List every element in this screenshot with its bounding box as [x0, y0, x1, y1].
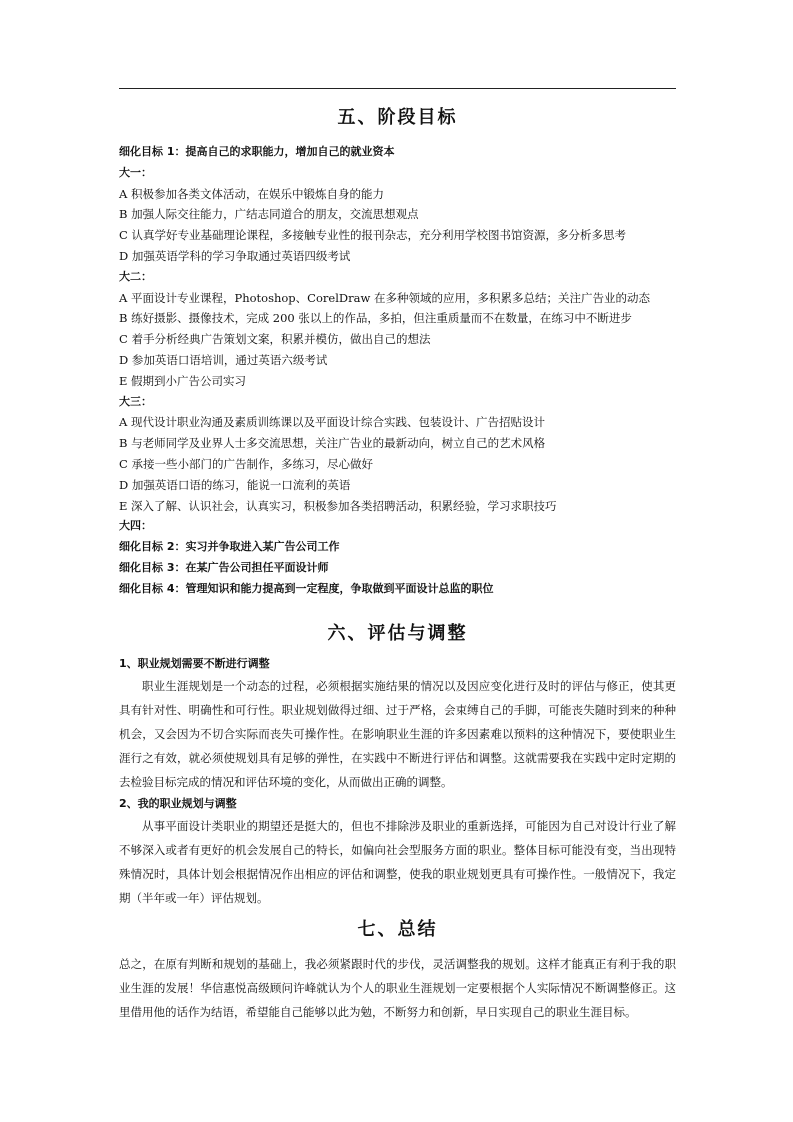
goal-4: 细化目标 4：管理知识和能力提高到一定程度，争取做到平面设计总监的职位 — [119, 581, 494, 595]
section-title-evaluation: 六、评估与调整 — [327, 622, 468, 644]
goal-2: 细化目标 2：实习并争取进入某广告公司工作 — [119, 540, 340, 554]
subheading-2: 2、我的职业规划与调整 — [119, 796, 237, 810]
list-item: B 练好摄影、摄像技术，完成 200 张以上的作品，多拍，但注重质量而不在数量，在练习中不断进步 — [119, 311, 632, 326]
list-item: A 平面设计专业课程，Photoshop、CorelDraw 在多种领域的应用，多积累多总结；关注广告业的动态 — [119, 290, 650, 305]
subheading-1: 1、职业规划需要不断进行调整 — [119, 656, 270, 670]
header-rule — [119, 88, 676, 89]
paragraph-summary: 总之，在原有判断和规划的基础上，我必须紧跟时代的步伐，灵活调整我的规划。这样才能真正有利于我的职业生涯的发展！华信惠悦高级顾问许峰就认为个人的职业生涯规划一定要根据个人实际情况不断调整修正。这里借用他的话作为结语，希望能自己能够以此为勉，不断努力和创新，早日实现自己的职业生涯目标。 — [119, 956, 676, 1019]
list-item: C 认真学好专业基础理论课程，多接触专业性的报刊杂志，充分利用学校图书馆资源，多分析多思考 — [119, 228, 626, 243]
list-item: D 加强英语口语的练习，能说一口流利的英语 — [119, 477, 351, 492]
section-title-summary: 七、总结 — [357, 918, 438, 940]
list-item: D 参加英语口语培训，通过英语六级考试 — [119, 352, 328, 367]
list-item: C 承接一些小部门的广告制作，多练习，尽心做好 — [119, 456, 373, 471]
section-title-stage-goals: 五、阶段目标 — [337, 107, 458, 128]
year-2-label: 大二： — [119, 269, 152, 283]
list-item: D 加强英语学科的学习争取通过英语四级考试 — [119, 248, 351, 263]
list-item: E 假期到小广告公司实习 — [119, 373, 247, 388]
paragraph-2: 从事平面设计类职业的期望还是挺大的，但也不排除涉及职业的重新选择，可能因为自己对设计行业了解不够深入或者有更好的机会发展自己的特长，如偏向社会型服务方面的职业。整体目标可能没有变，当出现特殊情况时，具体计划会根据情况作出相应的评估和调整，使我的职业规划更具有可操作性。一般情况下，我定期（半年或一年）评估规划。 — [119, 818, 676, 905]
list-item: B 与老师同学及业界人士多交流思想，关注广告业的最新动向，树立自己的艺术风格 — [119, 436, 546, 451]
list-item: A 现代设计职业沟通及素质训练课以及平面设计综合实践、包装设计、广告招贴设计 — [119, 415, 545, 430]
list-item: E 深入了解、认识社会，认真实习，积极参加各类招聘活动，积累经验，学习求职技巧 — [119, 498, 557, 513]
list-item: A 积极参加各类文体活动，在娱乐中锻炼自身的能力 — [119, 186, 384, 201]
year-1-label: 大一： — [119, 165, 152, 179]
list-item: C 着手分析经典广告策划文案，积累并模仿，做出自己的想法 — [119, 332, 431, 347]
list-item: B 加强人际交往能力，广结志同道合的朋友，交流思想观点 — [119, 207, 419, 222]
goal-3: 细化目标 3：在某广告公司担任平面设计师 — [119, 560, 329, 574]
paragraph-1: 职业生涯规划是一个动态的过程，必须根据实施结果的情况以及因应变化进行及时的评估与修正，使其更具有针对性、明确性和可行性。职业规划做得过细、过于严格，会束缚自己的手脚，可能丧失随时到来的种种机会，又会因为不切合实际而丧失可操作性。在影响职业生涯的许多因素难以预料的这种情况下，要使职业生涯行之有效，就必须使规划具有足够的弹性，在实践中不断进行评估和调整。这就需要我在实践中定时定期的去检验目标完成的情况和评估环境的变化，从而做出正确的调整。 — [119, 678, 676, 789]
year-4-label: 大四： — [119, 519, 152, 533]
year-3-label: 大三： — [119, 394, 152, 408]
document-content — [119, 100, 676, 1024]
goal-1: 细化目标 1：提高自己的求职能力，增加自己的就业资本 — [119, 145, 395, 158]
